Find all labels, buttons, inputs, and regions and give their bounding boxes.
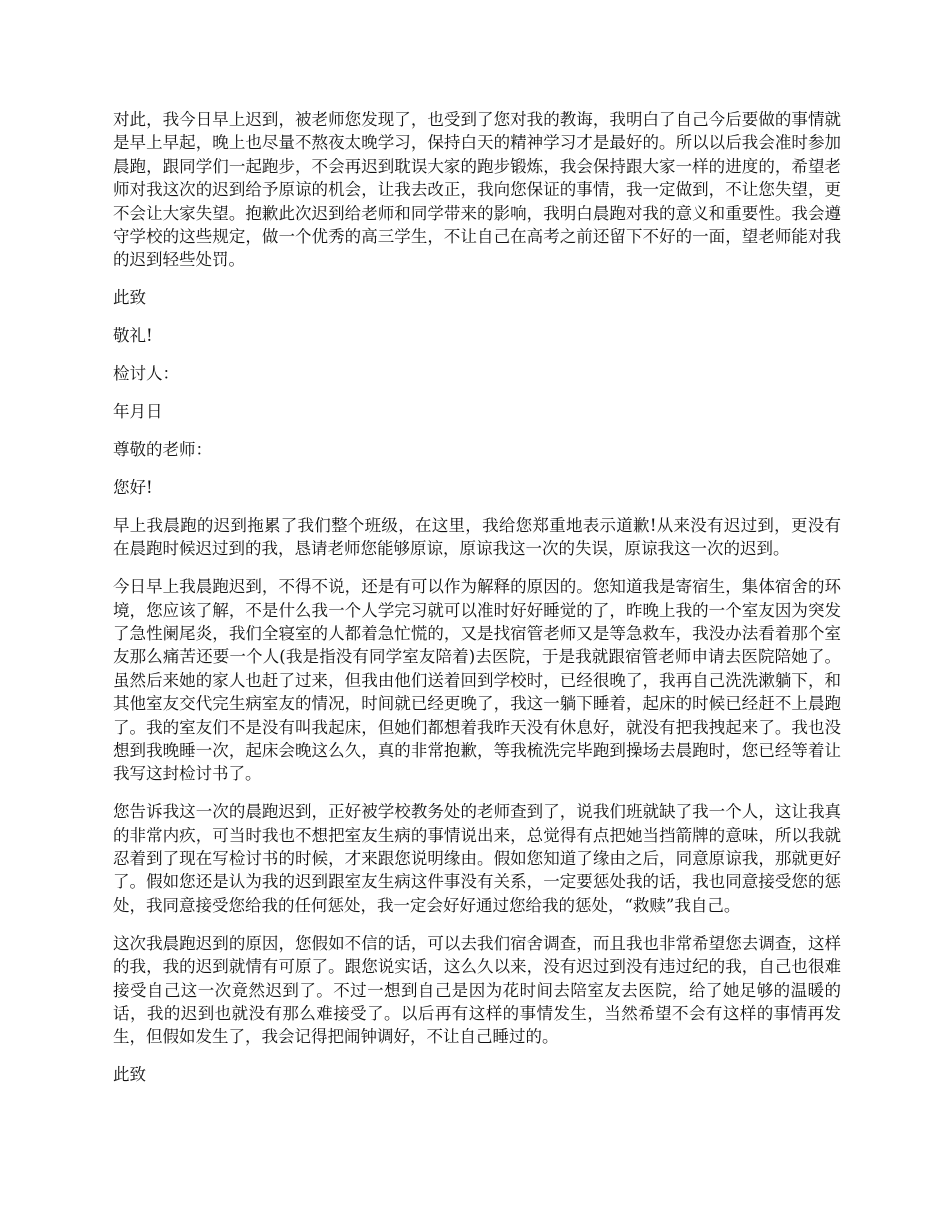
closing-regards: 敬礼!: [113, 326, 153, 346]
body-paragraph: 今日早上我晨跑迟到，不得不说，还是有可以作为解释的原因的。您知道我是寄宿生，集体宿舍的环境，您应该了解，不是什么我一个人学完习就可以准时好好睡觉的了，昨晚上我的一个室友因为突发了急性阑尾炎，我们全寝室的人都着急忙慌的，又是找宿管老师又是等急救车，我没办法看着那个室友那么痛苦还要一个人(我是指没有同学室友陪着)去医院，于是我就跟宿管老师申请去医院陪她了。虽然后来她的家人也赶了过来，但我由他们送着回到学校时，已经很晚了，我再自己洗洗漱躺下，和其他室友交代完生病室友的情况，时间就已经更晚了，我这一躺下睡着，起床的时候已经赶不上晨跑了。我的室友们不是没有叫我起床，但她们都想着我昨天没有休息好，就没有把我拽起来了。我也没想到我晚睡一次，起床会晚这么久，真的非常抱歉，等我梳洗完毕跑到操场去晨跑时，您已经等着让我写这封检讨书了。: [113, 577, 841, 784]
body-paragraph: 早上我晨跑的迟到拖累了我们整个班级，在这里，我给您郑重地表示道歉!从来没有迟过到，更没有在晨跑时候迟过到的我，恳请老师您能够原谅，原谅我这一次的失误，原谅我这一次的迟到。: [113, 515, 841, 559]
greeting-hello: 您好!: [113, 477, 153, 497]
closing-salutation: 此致: [113, 1065, 146, 1085]
signature-line: 检讨人：: [113, 364, 179, 384]
body-paragraph: 对此，我今日早上迟到，被老师您发现了，也受到了您对我的教诲，我明白了自己今后要做的事情就是早上早起，晚上也尽量不熬夜太晚学习，保持白天的精神学习才是最好的。所以以后我会准时参加晨跑，跟同学们一起跑步，不会再迟到耽误大家的跑步锻炼，我会保持跟大家一样的进度的，希望老师对我这次的迟到给予原谅的机会，让我去改正，我向您保证的事情，我一定做到，不让您失望，更不会让大家失望。抱歉此次迟到给老师和同学带来的影响，我明白晨跑对我的意义和重要性。我会遵守学校的这些规定，做一个优秀的高三学生，不让自己在高考之前还留下不好的一面，望老师能对我的迟到轻些处罚。: [113, 110, 841, 270]
greeting-addressee: 尊敬的老师：: [113, 439, 212, 459]
body-paragraph: 这次我晨跑迟到的原因，您假如不信的话，可以去我们宿舍调查，而且我也非常希望您去调查，这样的我，我的迟到就情有可原了。跟您说实话，这么久以来，没有迟过到没有违过纪的我，自己也很难接受自己这一次竟然迟到了。不过一想到自己是因为花时间去陪室友去医院，给了她足够的温暖的话，我的迟到也就没有那么难接受了。以后再有这样的事情发生，当然希望不会有这样的事情再发生，但假如发生了，我会记得把闹钟调好，不让自己睡过的。: [113, 933, 841, 1047]
closing-salutation: 此致: [113, 288, 146, 308]
date-line: 年月日: [113, 402, 163, 422]
body-paragraph: 您告诉我这一次的晨跑迟到，正好被学校教务处的老师查到了，说我们班就缺了我一个人，这让我真的非常内疚，可当时我也不想把室友生病的事情说出来，总觉得有点把她当挡箭牌的意味，所以我就忍着到了现在写检讨书的时候，才来跟您说明缘由。假如您知道了缘由之后，同意原谅我，那就更好了。假如您还是认为我的迟到跟室友生病这件事没有关系，一定要惩处我的话，我也同意接受您的惩处，我同意接受您给我的任何惩处，我一定会好好通过您给我的惩处，“救赎”我自己。: [113, 802, 841, 915]
document-page: [113, 108, 841, 1101]
